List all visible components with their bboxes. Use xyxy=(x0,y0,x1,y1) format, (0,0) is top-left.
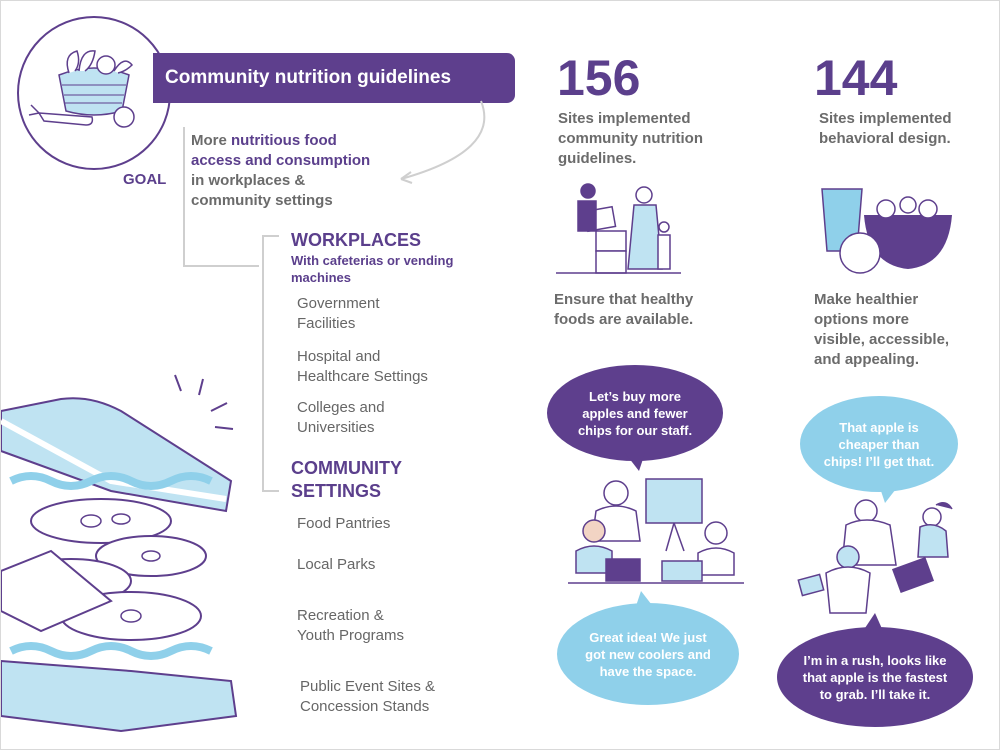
workplaces-subheading: With cafeterias or vending machines xyxy=(291,253,454,285)
speech-bubble-new-coolers: Great idea! We just got new coolers and have the space. xyxy=(557,603,739,705)
list-item: Food Pantries xyxy=(297,515,391,532)
bubble-tail xyxy=(625,453,655,473)
stat-number-behavioral: 144 xyxy=(814,50,898,106)
stat-desc-guidelines: Sites implemented community nutrition guidelines. xyxy=(558,110,703,167)
list-item: Hospital and Healthcare Settings xyxy=(297,348,428,385)
bubble-tail xyxy=(861,613,891,633)
list-item: Public Event Sites & Concession Stands xyxy=(300,678,436,715)
food-pantry-people-icon xyxy=(556,179,686,279)
community-heading: COMMUNITY SETTINGS xyxy=(291,458,402,501)
bubble-tail xyxy=(631,591,661,611)
list-item: Colleges and Universities xyxy=(297,399,385,436)
sandwich-illustration xyxy=(1,371,251,750)
speech-bubble-apple-cheaper: That apple is cheaper than chips! I’ll get that. xyxy=(800,396,958,492)
healthy-food-bowl-icon xyxy=(816,181,956,281)
stat-action-guidelines: Ensure that healthy foods are available. xyxy=(554,291,694,328)
speech-bubble-buy-apples: Let’s buy more apples and fewer chips for our staff. xyxy=(547,365,723,461)
goal-text: More nutritious food access and consumption in workplaces & community settings xyxy=(191,132,371,209)
list-item: Recreation & Youth Programs xyxy=(297,607,405,644)
page-title: Community nutrition guidelines xyxy=(153,53,515,103)
people-grabbing-apple-illustration xyxy=(796,491,966,621)
workplaces-heading: WORKPLACES xyxy=(291,230,421,250)
list-item: Government Facilities xyxy=(297,295,380,332)
goal-label: GOAL xyxy=(123,171,167,188)
staff-meeting-illustration xyxy=(566,471,746,591)
stat-action-behavioral: Make healthier options more visible, accessible, and appealing. xyxy=(814,291,950,368)
stat-desc-behavioral: Sites implemented behavioral design. xyxy=(819,110,952,147)
stat-number-guidelines: 156 xyxy=(557,50,641,106)
speech-bubble-in-a-rush: I’m in a rush, looks like that apple is the fastest to grab. I’ll take it. xyxy=(777,627,973,727)
list-item: Local Parks xyxy=(297,556,376,573)
